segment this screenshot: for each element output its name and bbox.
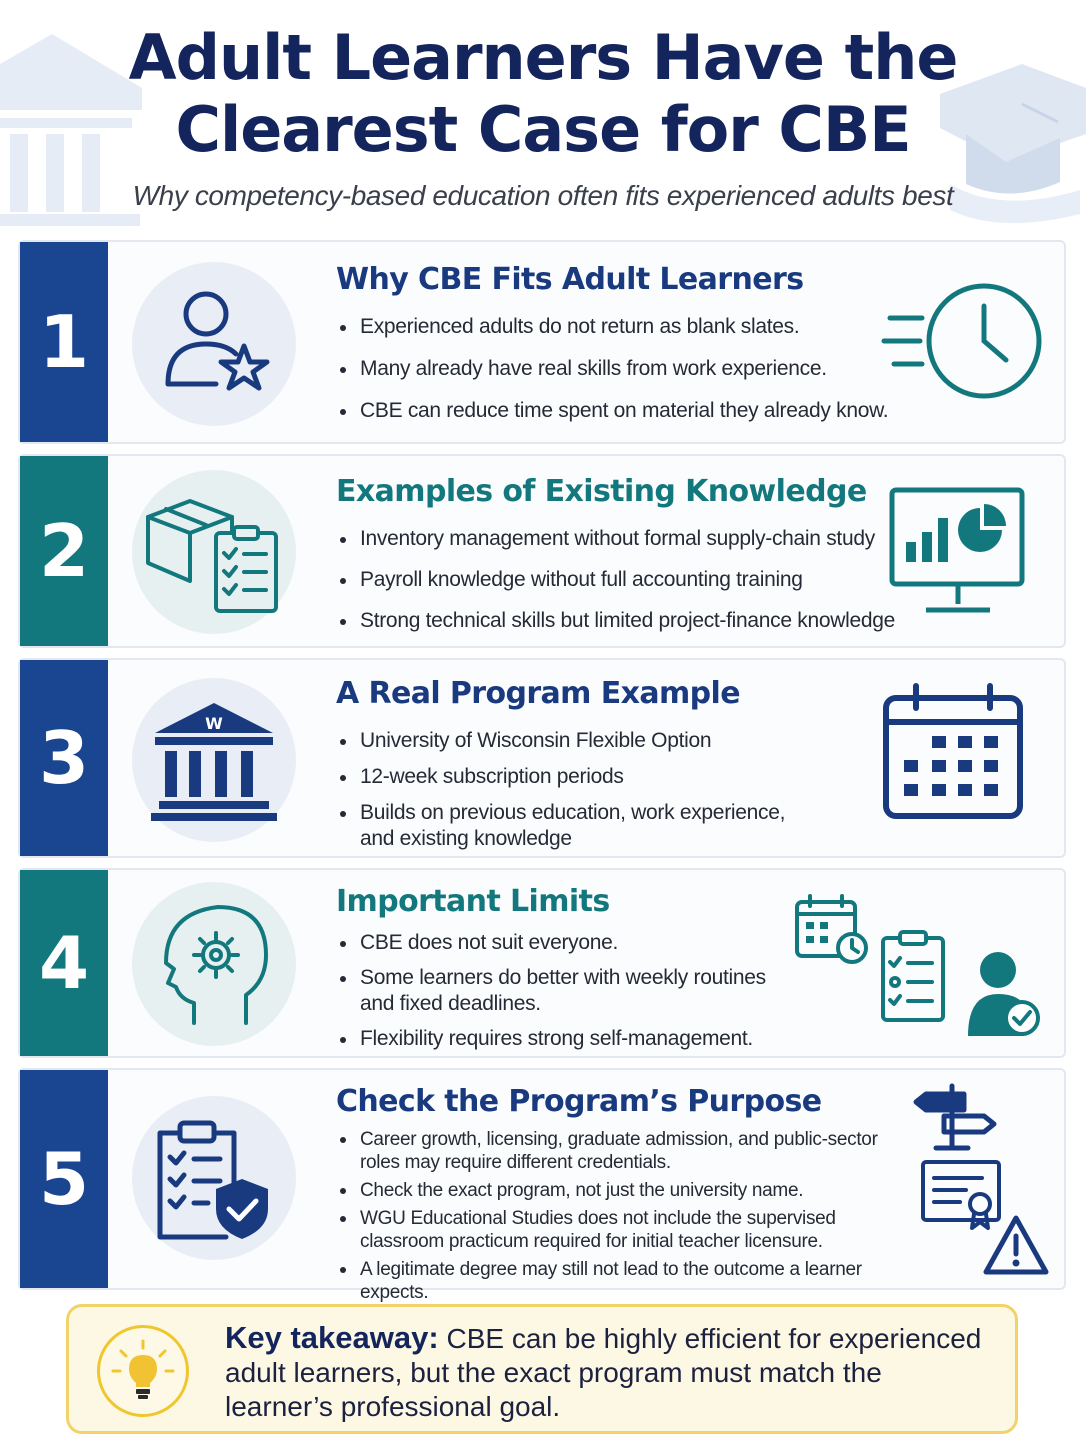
section-bullets-2 bbox=[336, 526, 895, 634]
list-item: WGU Educational Studies does not include the supervised classroom practicum required for initial teacher licensure. bbox=[336, 1207, 896, 1253]
list-item: Experienced adults do not return as blank slates. bbox=[336, 314, 888, 340]
section-bullets-1 bbox=[336, 314, 888, 424]
section-title-1: Why CBE Fits Adult Learners bbox=[336, 262, 804, 297]
list-item: Strong technical skills but limited project-finance knowledge bbox=[336, 608, 895, 634]
warning-icon bbox=[982, 1214, 1050, 1276]
page-title bbox=[0, 22, 1086, 166]
signpost-icon bbox=[912, 1082, 996, 1152]
list-item: 12-week subscription periods bbox=[336, 764, 796, 790]
section-card-2 bbox=[18, 454, 1066, 648]
calendar-icon bbox=[880, 682, 1026, 822]
key-takeaway-box bbox=[66, 1304, 1018, 1434]
lightbulb-icon bbox=[111, 1339, 175, 1403]
takeaway-text: CBE can be highly efficient for experienced adult learners, but the exact program must match the learner’s professional goal. bbox=[225, 1323, 982, 1422]
section-number-3: 3 bbox=[20, 660, 108, 856]
list-item: CBE can reduce time spent on material they already know. bbox=[336, 398, 888, 424]
section-card-5 bbox=[18, 1068, 1066, 1303]
section-card-3 bbox=[18, 658, 1066, 858]
section-title-3: A Real Program Example bbox=[336, 676, 740, 711]
section-title-2: Examples of Existing Knowledge bbox=[336, 474, 867, 509]
monitor-chart-icon bbox=[888, 486, 1028, 618]
list-item: Builds on previous education, work experience, and existing knowledge bbox=[336, 800, 796, 852]
list-item: Payroll knowledge without full accounting training bbox=[336, 567, 895, 593]
list-item: Flexibility requires strong self-management. bbox=[336, 1026, 786, 1052]
list-item: A legitimate degree may still not lead to the outcome a learner expects. bbox=[336, 1258, 896, 1304]
list-item: Inventory management without formal supply-chain study bbox=[336, 526, 895, 552]
list-item: University of Wisconsin Flexible Option bbox=[336, 728, 796, 754]
section-bullets-5 bbox=[336, 1128, 896, 1304]
list-item: Career growth, licensing, graduate admission, and public-sector roles may require different credentials. bbox=[336, 1128, 896, 1174]
list-item: Check the exact program, not just the university name. bbox=[336, 1179, 896, 1202]
list-item: Many already have real skills from work experience. bbox=[336, 356, 888, 382]
title-line-2: Clearest Case for CBE bbox=[175, 93, 911, 166]
clock-icon bbox=[880, 278, 1050, 408]
page-subtitle: Why competency-based education often fits experienced adults best bbox=[132, 180, 954, 211]
list-item: CBE does not suit everyone. bbox=[336, 930, 786, 956]
head-gear-icon bbox=[154, 899, 274, 1029]
list-item: Some learners do better with weekly routines and fixed deadlines. bbox=[336, 965, 786, 1017]
takeaway-text-block bbox=[225, 1321, 995, 1424]
university-letter: W bbox=[205, 714, 223, 733]
section-number-4: 4 bbox=[20, 870, 108, 1056]
title-line-1: Adult Learners Have the bbox=[128, 21, 958, 94]
section-bullets-3 bbox=[336, 728, 796, 852]
section-title-4: Important Limits bbox=[336, 884, 610, 919]
section-card-1 bbox=[18, 240, 1066, 444]
takeaway-label: Key takeaway: bbox=[225, 1320, 439, 1355]
section-title-5: Check the Program’s Purpose bbox=[336, 1084, 822, 1119]
clipboard-shield-icon bbox=[154, 1113, 274, 1243]
clipboard-checklist-icon bbox=[880, 928, 946, 1024]
section-number-1: 1 bbox=[20, 242, 108, 442]
section-number-2: 2 bbox=[20, 456, 108, 646]
university-building-icon bbox=[149, 695, 279, 825]
user-check-icon bbox=[966, 948, 1042, 1040]
section-bullets-4 bbox=[336, 930, 786, 1052]
section-number-5: 5 bbox=[20, 1070, 108, 1288]
calendar-clock-icon bbox=[794, 894, 870, 966]
box-checklist-icon bbox=[144, 487, 284, 617]
section-card-4 bbox=[18, 868, 1066, 1058]
user-star-icon bbox=[154, 284, 274, 404]
